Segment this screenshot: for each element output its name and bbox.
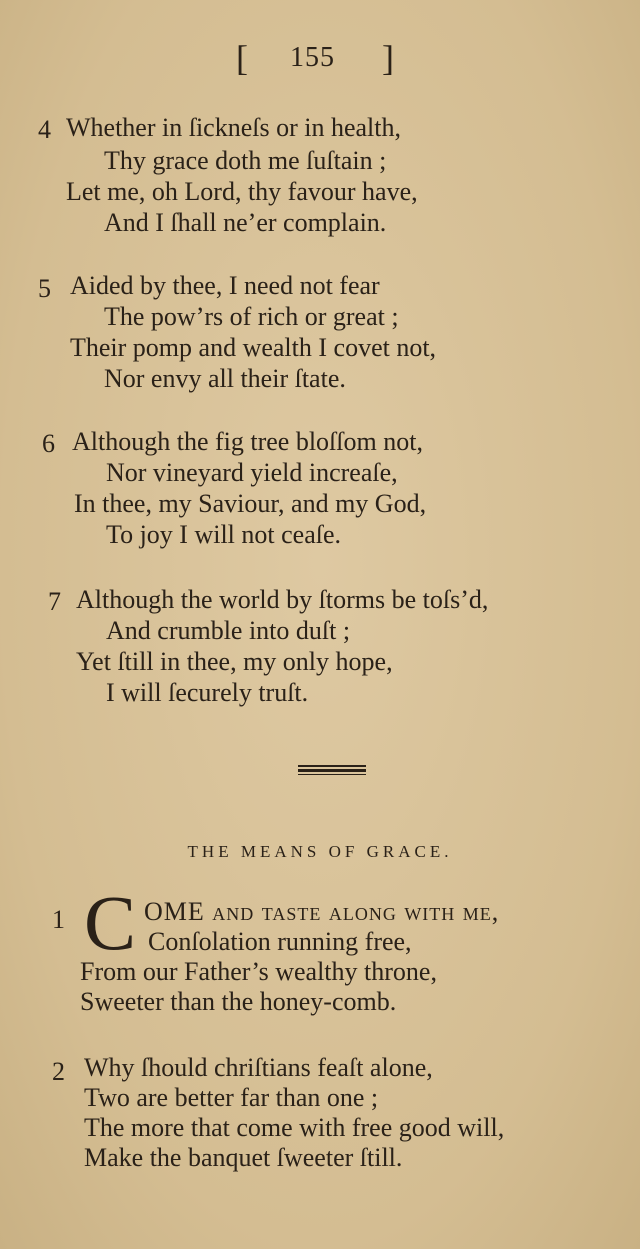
verse-line: Nor vineyard yield increaſe, bbox=[106, 458, 398, 487]
hymn-title: THE MEANS OF GRACE. bbox=[187, 842, 453, 861]
verse-line: Make the banquet ſweeter ſtill. bbox=[84, 1143, 403, 1172]
drop-cap: C bbox=[84, 879, 137, 966]
verse-line: I will ſecurely truſt. bbox=[106, 678, 309, 707]
verse-line: Whether in ſickneſs or in health, bbox=[66, 113, 402, 142]
verse-number: 2 bbox=[52, 1057, 65, 1086]
left-bracket: [ bbox=[236, 38, 248, 78]
verse-line: From our Father’s wealthy throne, bbox=[80, 957, 437, 986]
verse-line: Thy grace doth me ſuſtain ; bbox=[104, 146, 387, 175]
verse-number: 1 bbox=[52, 905, 65, 934]
verse-line: Nor envy all their ſtate. bbox=[104, 364, 346, 393]
verse-line: In thee, my Saviour, and my God, bbox=[74, 489, 427, 518]
verse-number: 6 bbox=[42, 429, 55, 458]
verse-line: Although the world by ſtorms be toſs’d, bbox=[76, 585, 489, 614]
verse-line: The pow’rs of rich or great ; bbox=[104, 302, 399, 331]
verse-line: And crumble into duſt ; bbox=[106, 616, 351, 645]
verse-line: Let me, oh Lord, thy favour have, bbox=[66, 177, 418, 206]
page-header bbox=[0, 36, 640, 80]
verse-line: To joy I will not ceaſe. bbox=[106, 520, 342, 549]
verse-line: Although the fig tree bloſſom not, bbox=[72, 427, 423, 456]
verse-line: Sweeter than the honey-comb. bbox=[80, 987, 397, 1016]
verse-number: 5 bbox=[38, 274, 51, 303]
verse-line: Yet ſtill in thee, my only hope, bbox=[76, 647, 393, 676]
verse-number: 7 bbox=[48, 587, 61, 616]
verse-line: Why ſhould chriſtians feaſt alone, bbox=[84, 1053, 433, 1082]
section-divider-rule bbox=[298, 765, 366, 775]
verse-line: OME and taſte along with me, bbox=[144, 897, 500, 926]
verse-line: Conſolation running free, bbox=[148, 927, 412, 956]
page-number: 155 bbox=[290, 42, 335, 73]
verse-line: Two are better far than one ; bbox=[84, 1083, 379, 1112]
verse-line: Aided by thee, I need not fear bbox=[70, 271, 380, 300]
verse-line: The more that come with free good will, bbox=[84, 1113, 505, 1142]
verse-line: Their pomp and wealth I covet not, bbox=[70, 333, 437, 362]
verse-line: And I ſhall ne’er complain. bbox=[104, 208, 387, 237]
right-bracket: ] bbox=[382, 38, 394, 78]
verse-number: 4 bbox=[38, 115, 51, 144]
